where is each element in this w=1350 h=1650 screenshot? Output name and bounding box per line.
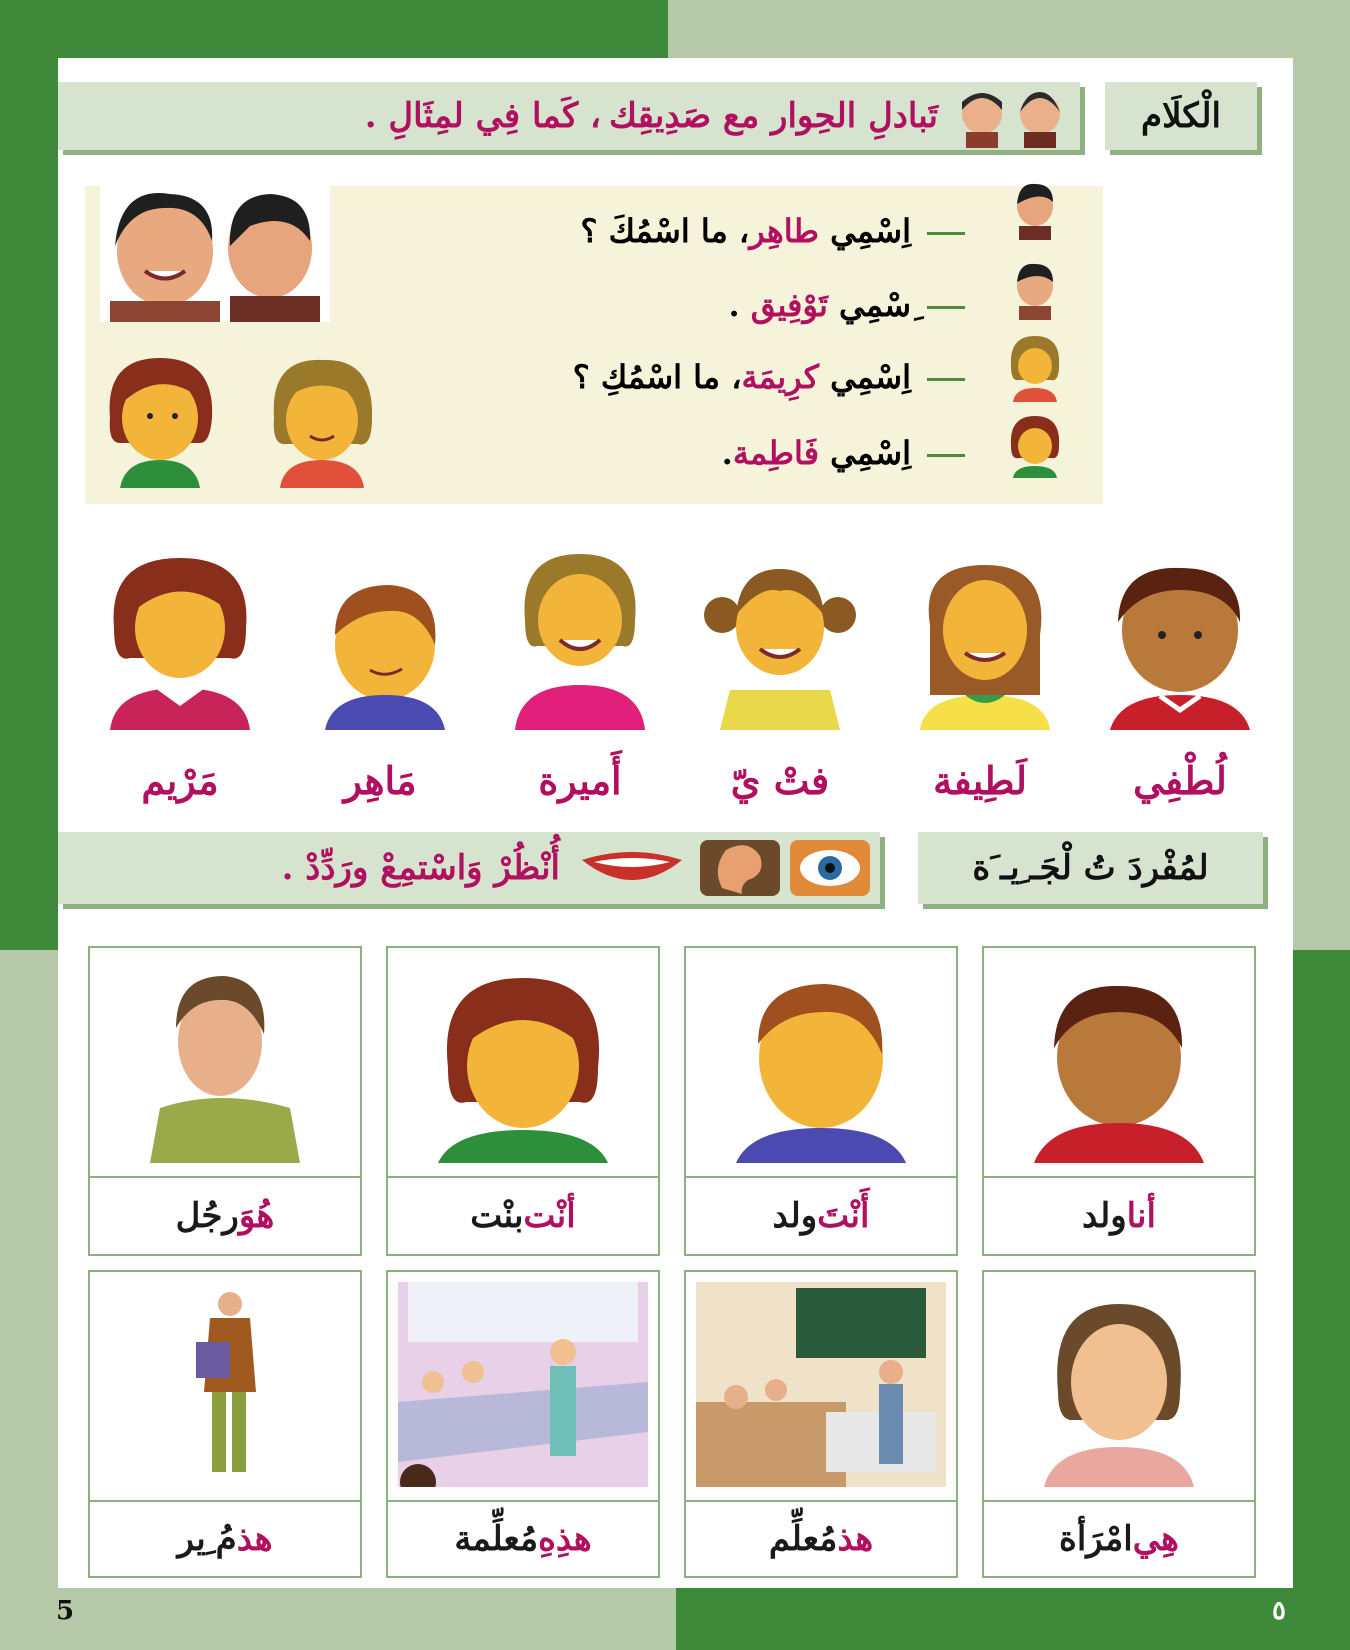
dialogue-line-4: اِسْمِي فَاطِمة. xyxy=(722,434,965,472)
vocab-caption: أنْت بنْت xyxy=(388,1176,658,1254)
avatar-fatima-icon xyxy=(1005,412,1065,478)
girl-green-shirt-illustration xyxy=(398,958,648,1163)
vocab-card-ana-walad xyxy=(982,946,1256,1256)
dialogue-dash xyxy=(927,378,965,381)
dialogue-line-1: اِسْمِي طاهِر، ما اسْمُكَ ؟ xyxy=(580,212,965,250)
dialogue-line-3: اِسْمِي كرِيمَة، ما اسْمُكِ ؟ xyxy=(573,358,965,396)
principal-with-books-illustration xyxy=(100,1282,350,1487)
name-amira: أَميرة xyxy=(538,758,622,803)
name-lutfi: لُطْفِي xyxy=(1133,758,1227,803)
vocab-card-huwa-rajul xyxy=(88,946,362,1256)
speaking-section-label: الْكلَام xyxy=(1105,82,1257,150)
dialogue-dash xyxy=(927,232,965,235)
dialogue-dash xyxy=(927,454,965,457)
latifa-portrait xyxy=(910,555,1060,730)
name-maher: مَاهِر xyxy=(343,758,417,803)
avatar-tawfiq-icon xyxy=(1005,258,1065,320)
vocab-caption: أَنْتَ ولد xyxy=(686,1176,956,1254)
boy-red-shirt-illustration xyxy=(994,958,1244,1163)
fathiya-portrait xyxy=(700,555,860,730)
classroom-female-teacher-illustration xyxy=(398,1282,648,1487)
dialogue-dash xyxy=(927,306,965,309)
vocab-caption: أنا ولد xyxy=(984,1176,1254,1254)
ear-icon xyxy=(700,840,780,896)
amira-portrait xyxy=(505,540,655,730)
dialogue-line-2: ِسْمِي تَوْفِيق . xyxy=(729,286,965,324)
classroom-teacher-illustration xyxy=(696,1282,946,1487)
woman-illustration xyxy=(994,1282,1244,1487)
vocab-caption: هِي امْرَأة xyxy=(984,1500,1254,1576)
mouth-icon xyxy=(582,852,682,880)
vocab-card-hadha-muallim xyxy=(684,1270,958,1578)
girl-illustration-left xyxy=(100,348,220,488)
maher-portrait xyxy=(310,575,460,730)
girl-illustration-right xyxy=(262,348,382,488)
instruction-verb: تَبادلِ الحِوار مع صَدِيقِك xyxy=(609,96,938,136)
vocab-card-hadha-mudir xyxy=(88,1270,362,1578)
vocab-card-hadhihi-muallima xyxy=(386,1270,660,1578)
maryam-portrait xyxy=(100,548,260,730)
vocab-card-anti-bint xyxy=(386,946,660,1256)
page-number-left: 5 xyxy=(56,1596,75,1626)
page-number-right: ٥ xyxy=(1272,1596,1286,1626)
avatar-taher-icon xyxy=(1005,178,1065,240)
vocab-caption: هذ مُ ِير xyxy=(90,1500,360,1576)
avatar-karima-icon xyxy=(1005,332,1065,402)
name-maryam: مَرْيم xyxy=(141,758,219,803)
vocab-section-label: لمُفْردَ تُ لْجَـ ِيـ َة xyxy=(918,832,1263,904)
speaking-instruction-bar xyxy=(58,82,1080,150)
instruction-example: ، كَما فِي لمِثَالِ . xyxy=(364,96,602,136)
vocab-card-hiya-imraa xyxy=(982,1270,1256,1578)
two-boys-icon xyxy=(952,84,1072,148)
vocab-caption: هُوَ رجُل xyxy=(90,1176,360,1254)
eye-ear-mouth-icons xyxy=(572,834,872,902)
man-illustration xyxy=(100,958,350,1163)
vocab-instruction-text: أُنْظُرْ وَاسْتمِعْ ورَدِّدْ . xyxy=(281,848,560,888)
name-latifa: لَطِيفة xyxy=(933,758,1027,803)
boy-blue-shirt-illustration xyxy=(696,958,946,1163)
lutfi-portrait xyxy=(1100,560,1260,730)
name-fathiya: فتْ يّ xyxy=(730,758,830,803)
eye-icon xyxy=(790,840,870,896)
vocab-card-anta-walad xyxy=(684,946,958,1256)
vocab-instruction-bar xyxy=(58,832,880,904)
boys-talking-illustration xyxy=(100,186,330,322)
vocab-caption: هذ مُعلِّم xyxy=(686,1500,956,1576)
vocab-caption: هذِهِ مُعلِّمة xyxy=(388,1500,658,1576)
